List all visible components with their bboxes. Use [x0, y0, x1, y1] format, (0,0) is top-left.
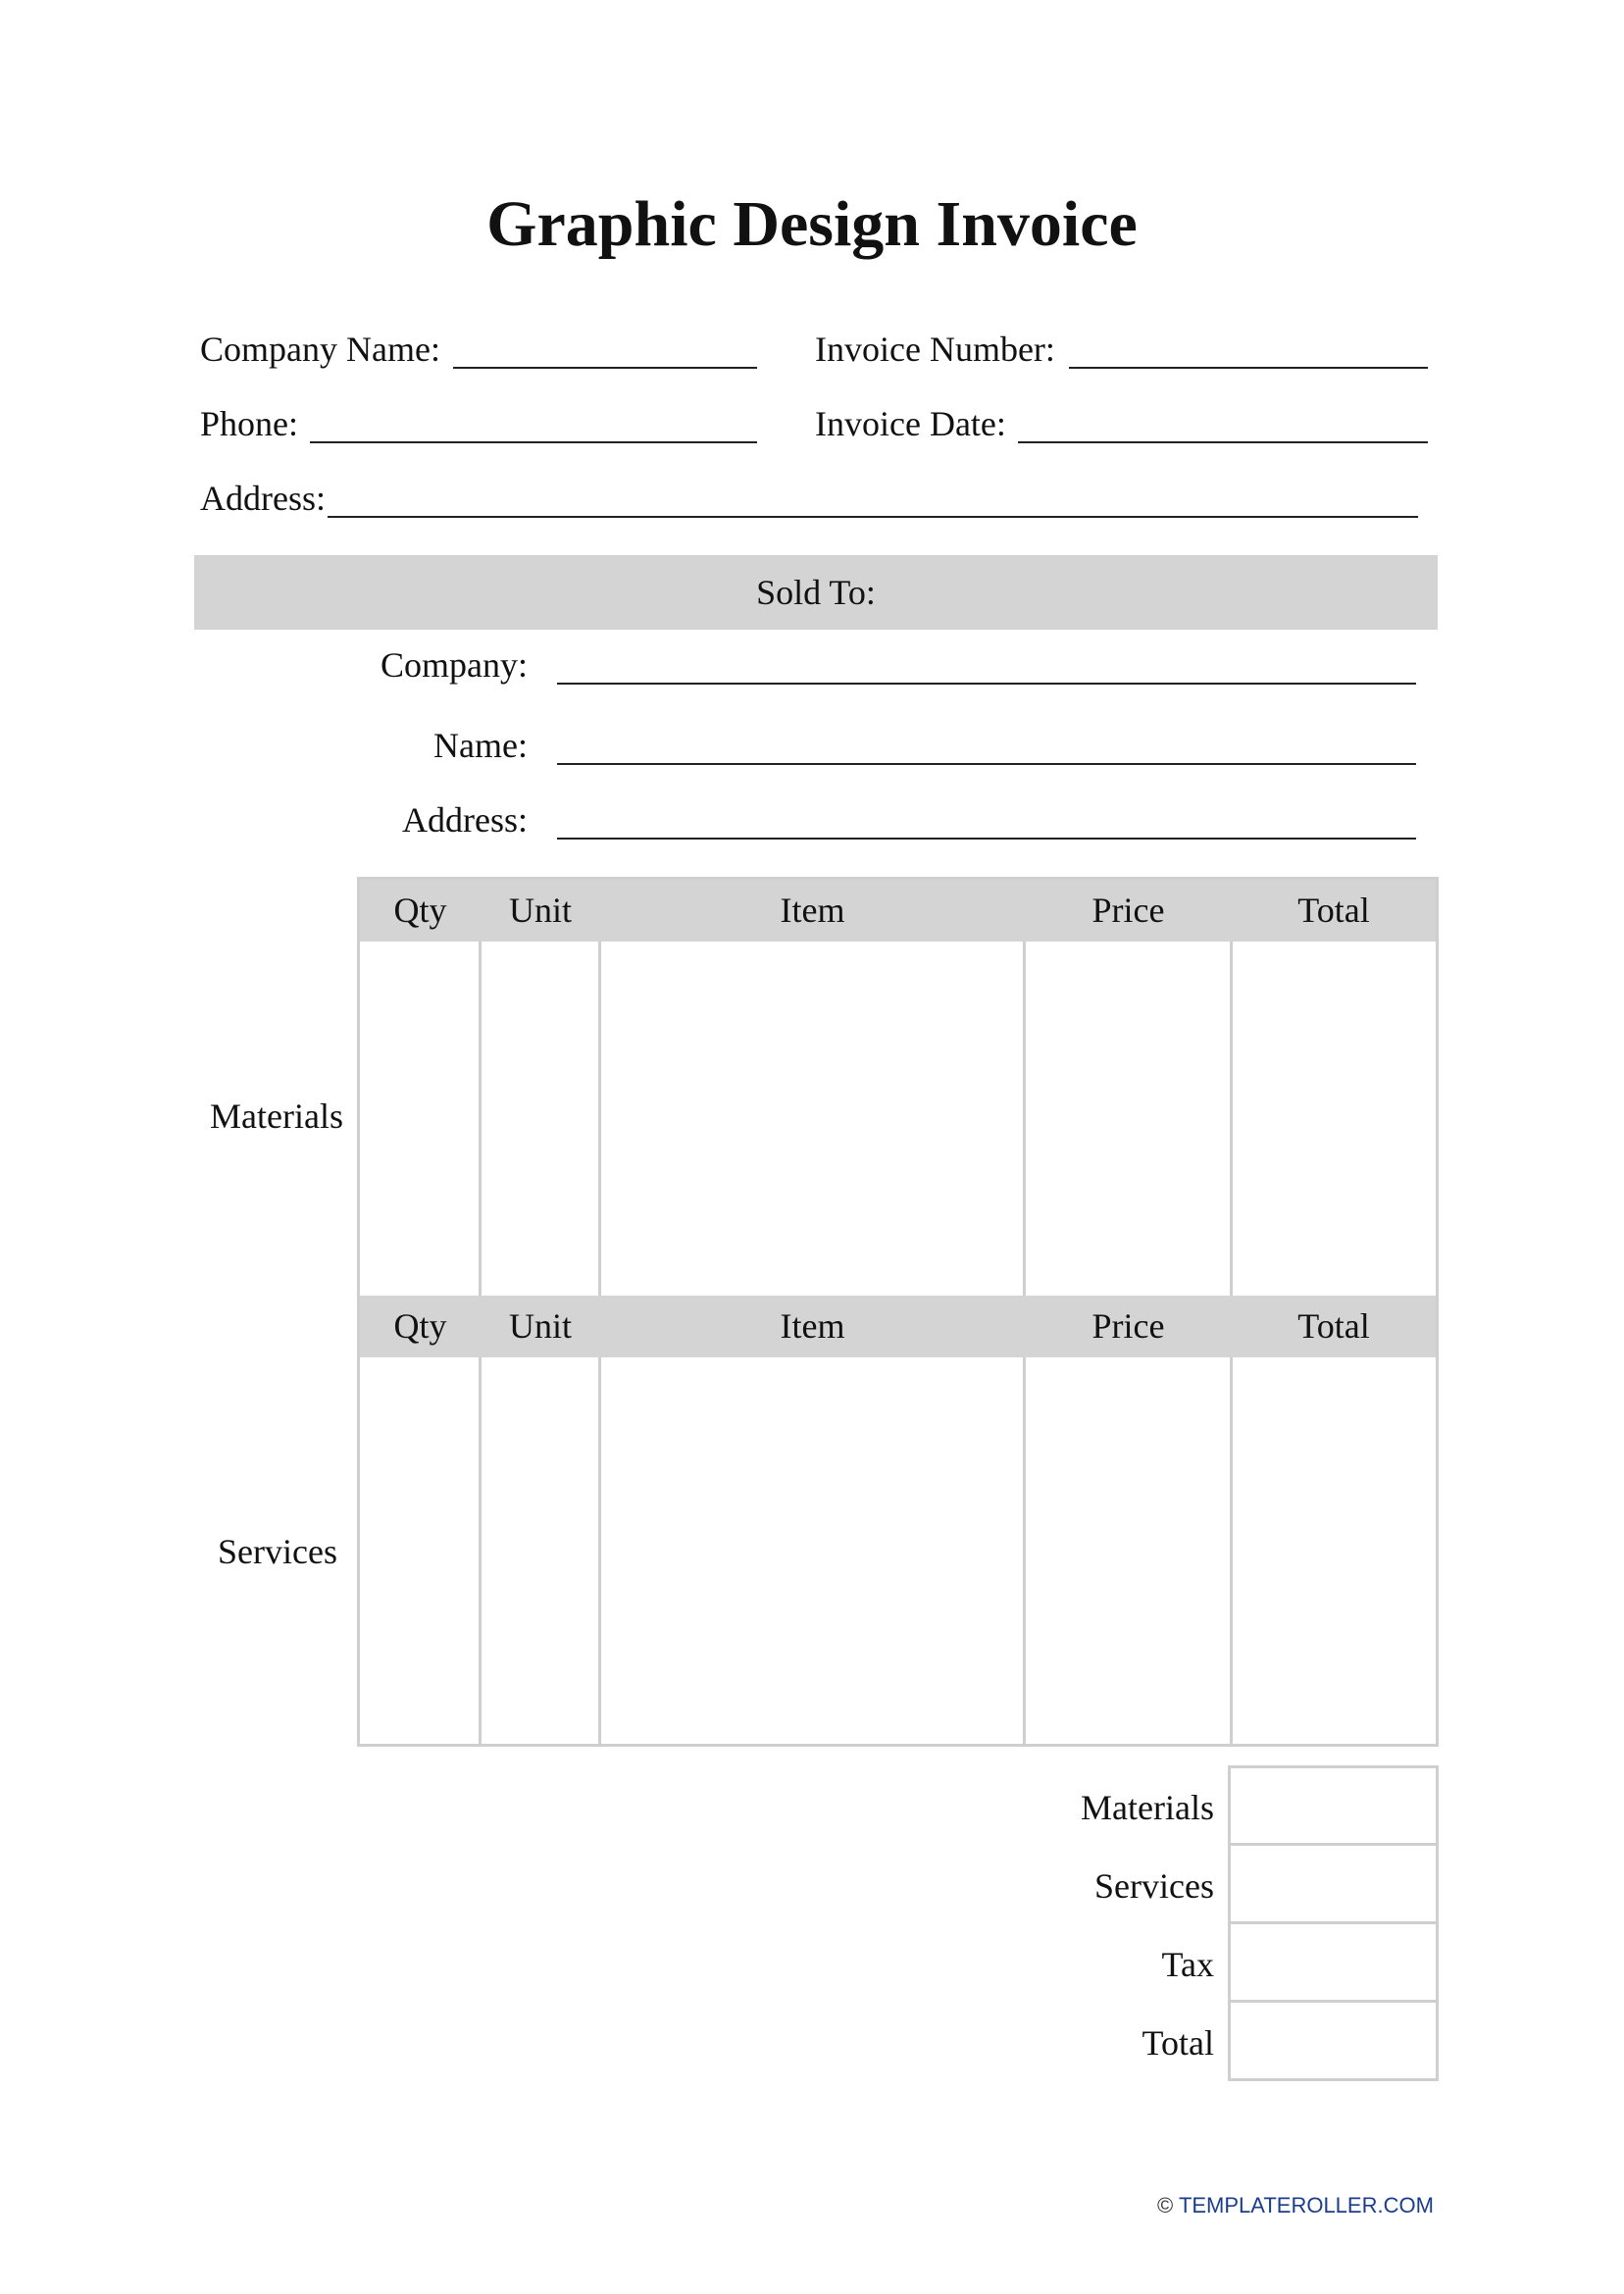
sold-to-company-field[interactable] [557, 683, 1416, 685]
column-divider [598, 942, 601, 1296]
sold-to-address-label: Address: [402, 800, 528, 840]
summary-materials-field[interactable] [1228, 1765, 1439, 1846]
footer-site-link[interactable]: TEMPLATEROLLER.COM [1178, 2193, 1434, 2218]
materials-section-label: Materials [210, 1096, 343, 1136]
column-header-total: Total [1297, 1306, 1370, 1346]
sold-to-header: Sold To: [194, 555, 1438, 630]
invoice-number-field[interactable] [1069, 367, 1428, 369]
summary-services-field[interactable] [1228, 1843, 1439, 1924]
column-header-qty: Qty [393, 891, 447, 930]
column-divider [1023, 942, 1026, 1296]
address-label: Address: [200, 479, 326, 518]
services-table [357, 1296, 1439, 1747]
materials-table [357, 877, 1439, 1299]
column-divider [1023, 1357, 1026, 1744]
summary-tax-field[interactable] [1228, 1921, 1439, 2003]
sold-to-company-label: Company: [381, 645, 528, 685]
column-header-total: Total [1297, 891, 1370, 930]
invoice-number-label: Invoice Number: [815, 330, 1055, 369]
services-table-header [360, 1296, 1436, 1357]
column-header-price: Price [1091, 891, 1165, 930]
copyright-symbol: © [1157, 2193, 1174, 2218]
phone-label: Phone: [200, 404, 299, 443]
summary-total-label: Total [1142, 2023, 1214, 2063]
company-name-field[interactable] [453, 367, 757, 369]
summary-tax-label: Tax [1161, 1945, 1214, 1984]
column-header-unit: Unit [508, 1306, 572, 1346]
column-header-qty: Qty [393, 1306, 447, 1346]
column-header-item: Item [780, 1306, 845, 1346]
summary-materials-label: Materials [1081, 1788, 1214, 1827]
column-header-unit: Unit [508, 891, 572, 930]
invoice-date-field[interactable] [1018, 441, 1428, 443]
page-title: Graphic Design Invoice [486, 188, 1138, 260]
column-divider [598, 1357, 601, 1744]
column-divider [479, 942, 482, 1296]
column-header-price: Price [1091, 1306, 1165, 1346]
materials-table-header [360, 880, 1436, 942]
phone-field[interactable] [310, 441, 757, 443]
column-header-item: Item [780, 891, 845, 930]
sold-to-name-field[interactable] [557, 763, 1416, 765]
services-section-label: Services [218, 1532, 337, 1571]
column-divider [1230, 1357, 1233, 1744]
summary-services-label: Services [1094, 1866, 1214, 1906]
footer-credit [1157, 2193, 1434, 2218]
address-field[interactable] [328, 516, 1418, 518]
sold-to-address-field[interactable] [557, 838, 1416, 840]
invoice-date-label: Invoice Date: [815, 404, 1006, 443]
company-name-label: Company Name: [200, 330, 440, 369]
summary-total-field[interactable] [1228, 2000, 1439, 2081]
column-divider [479, 1357, 482, 1744]
sold-to-name-label: Name: [433, 726, 528, 765]
column-divider [1230, 942, 1233, 1296]
